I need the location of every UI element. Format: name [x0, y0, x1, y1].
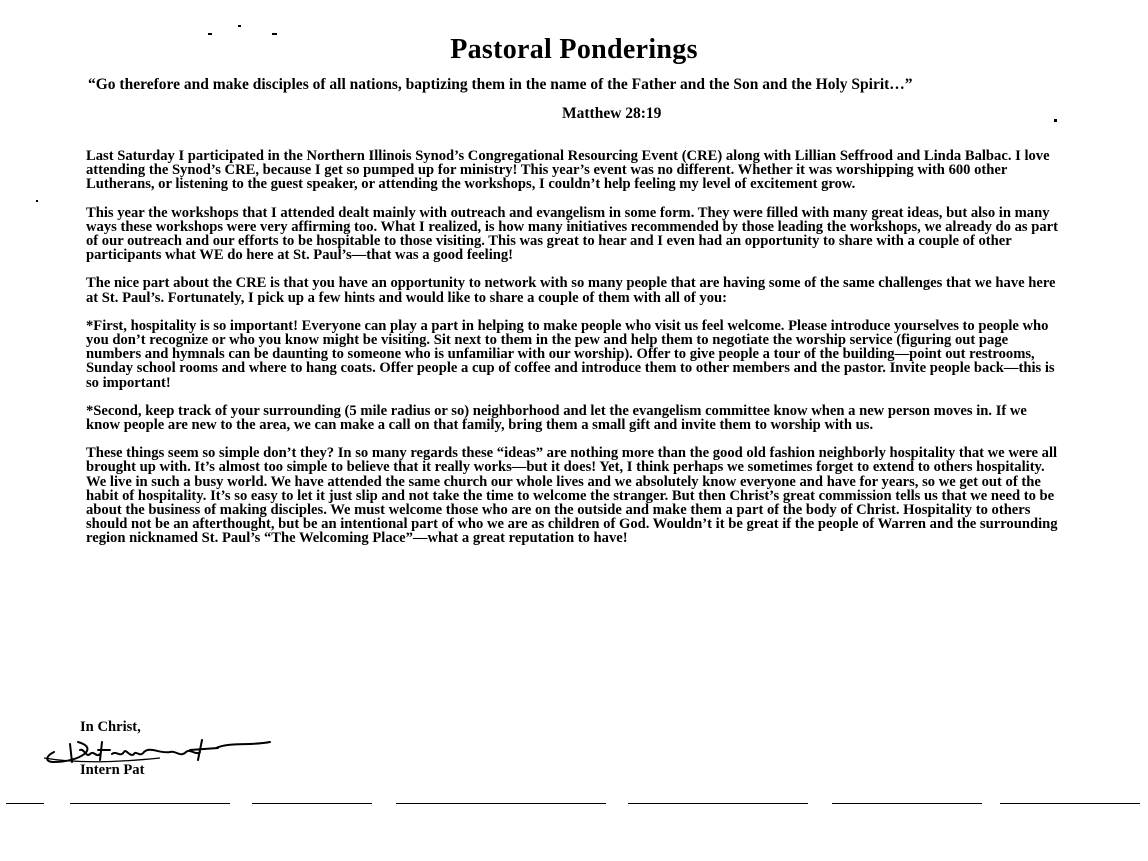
scan-speck: [1054, 119, 1057, 122]
handwritten-signature: [40, 728, 290, 768]
scan-line: [252, 803, 372, 804]
signer-name: Intern Pat: [80, 762, 145, 778]
scripture-reference: Matthew 28:19: [562, 105, 662, 122]
paragraph: Last Saturday I participated in the Northern Illinois Synod’s Congregational Resourcing Event (CRE) along with Lillian Seffrood and Linda Balbac. I love attending the Synod’s CRE, because I get so pumped up for ministry! This year’s event was no different. Whether it was worshipping with 600 other Lutherans, or listening to the guest speaker, or attending the workshops, I couldn’t help feeling my level of excitement grow.: [86, 148, 1050, 193]
scan-line: [1000, 803, 1140, 804]
paragraph: The nice part about the CRE is that you have an opportunity to network with so many people that are having some of the same challenges that we have here at St. Paul’s. Fortunately, I pick up a few hints and would like to share a couple of them with all of you:: [86, 275, 1056, 306]
scan-line: [6, 803, 44, 804]
scan-speck: [36, 200, 38, 202]
scan-line: [70, 803, 230, 804]
paragraph: This year the workshops that I attended dealt mainly with outreach and evangelism in some form. They were filled with many great ideas, but also in many ways these workshops were very affirming too. What I realized, is how many initiatives recommended by those leading the workshops, we already do as part of our outreach and our efforts to be hospitable to those visiting. This was great to hear and I even had an opportunity to share with a couple of other participants what WE do here at St. Paul’s—that was a good feeling!: [86, 204, 1058, 264]
paragraph: *First, hospitality is so important! Everyone can play a part in helping to make people who visit us feel welcome. Please introduce yourselves to people who you don’t recognize or who you know might be visiting. Sit next to them in the pew and help them to negotiate the worship service (figuring out page numbers and hymnals can be daunting to someone who is unfamiliar with our worship). Offer to give people a tour of the building—point out restrooms, Sunday school rooms and where to hang coats. Offer people a cup of coffee and introduce them to other members and the pastor. Invite people back—this is so important!: [86, 317, 1055, 391]
scan-line: [628, 803, 808, 804]
scripture-quote: “Go therefore and make disciples of all nations, baptizing them in the name of the Father and the Son and the Holy Spirit…”: [88, 76, 913, 93]
scan-line: [396, 803, 606, 804]
scan-line: [832, 803, 982, 804]
paragraph: These things seem so simple don’t they? In so many regards these “ideas” are nothing more than the good old fashion neighborly hospitality that we were all brought up with. It’s almost too simple to believe that it really works—but it does! Yet, I think perhaps we sometimes forget to extend to others hospitality. We live in such a busy world. We have attended the same church our whole lives and we absolutely know everyone and have for years, so we get out of the habit of hospitality. It’s so easy to let it just slip and not take the time to welcome the stranger. But then Christ’s great commission tells us that we need to be about the business of making disciples. We must welcome those who are on the outside and make them a part of the body of Christ. Hospitality to others should not be an afterthought, but be an intentional part of who we are as children of God. Wouldn’t it be great if the people of Warren and the surrounding region nicknamed St. Paul’s “The Welcoming Place”—what a great reputation to have!: [86, 445, 1058, 547]
closing-salutation: In Christ,: [80, 719, 141, 735]
page-title: Pastoral Ponderings: [450, 34, 698, 65]
paragraph: *Second, keep track of your surrounding (5 mile radius or so) neighborhood and let the evangelism committee know when a new person moves in. If we know people are new to the area, we can make a call on that family, bring them a small gift and invite them to worship with us.: [86, 402, 1027, 434]
scan-speck: [238, 25, 241, 27]
article-body: [86, 149, 1061, 560]
